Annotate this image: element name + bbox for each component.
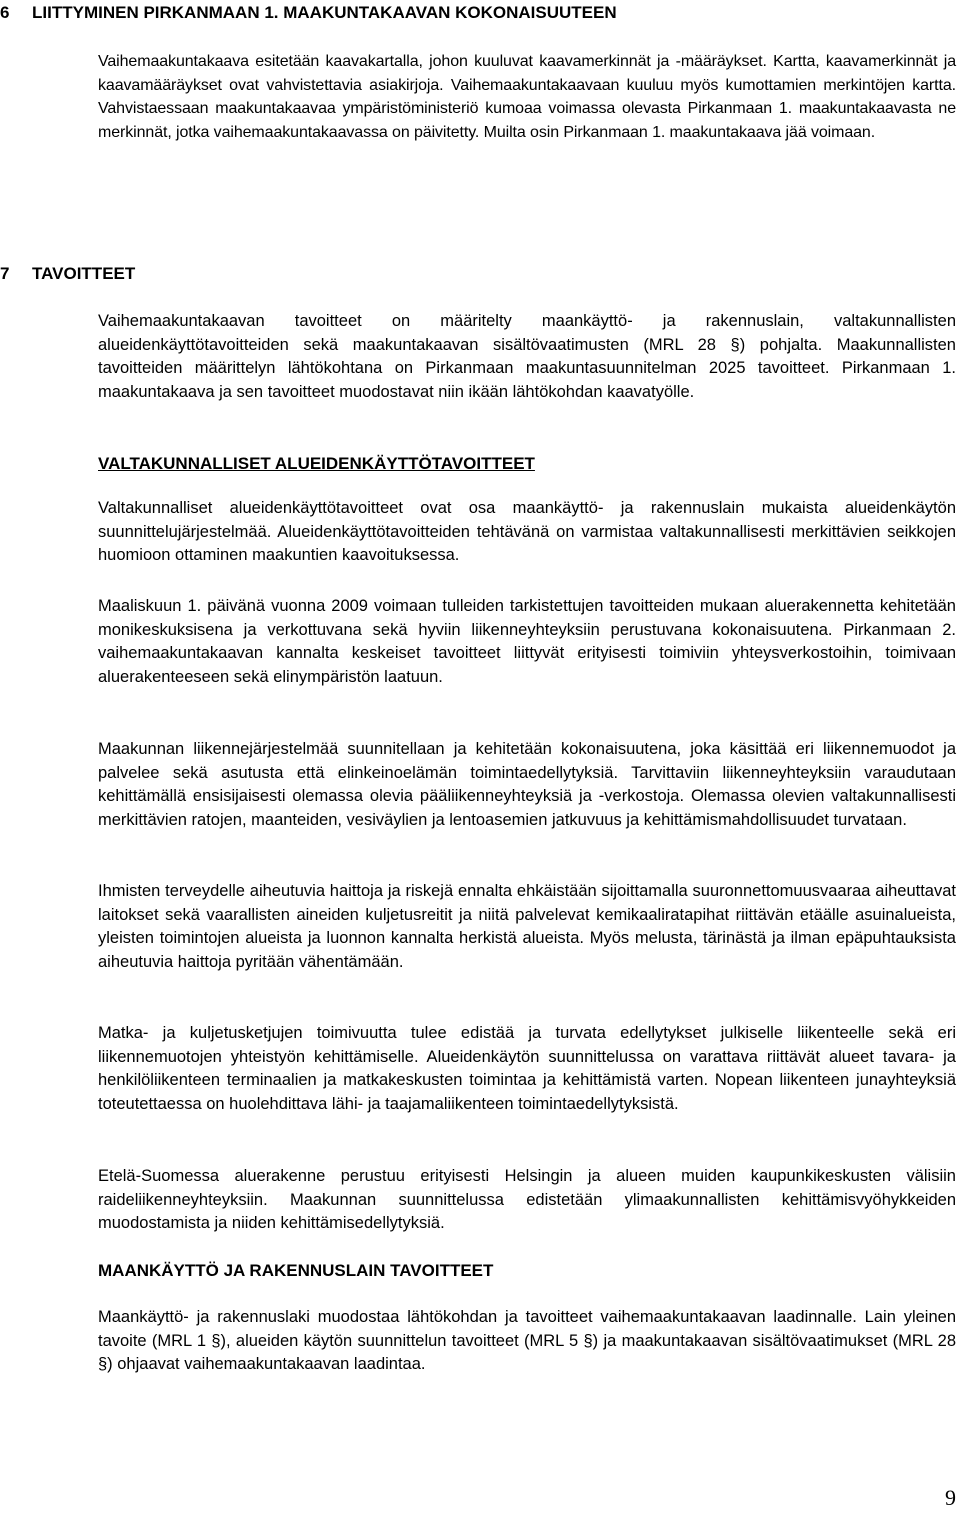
valtakunnalliset-paragraph-4: Ihmisten terveydelle aiheutuvia haittoja ja riskejä ennalta ehkäistään sijoittamalla suuronnettomuusvaaraa aiheuttavat laitokset sekä vaarallisten aineiden kuljetusreitit ja niitä palvelevat kemikaaliratapihat riittävän etäälle asuinalueista, yleisten toimintojen alueista ja luonnon kannalta herkistä alueista. Myös melusta, tärinästä ja ilman epäpuhtauksista aiheutuvia haittoja pyritään vähentämään. [98,882,956,971]
valtakunnalliset-paragraph-3: Maakunnan liikennejärjestelmää suunnitellaan ja kehitetään kokonaisuutena, joka käsittää eri liikennemuodot ja palvelee sekä asutusta että elinkeinoelämän toimintaedellytyksiä. Tarvittaviin liikenneyhteyksiin varaudutaan kehittämällä ensisijaisesti olemassa olevia pääliikenneyhteyksiä ja -verkostoja. Olemassa olevien valtakunnallisesti merkittävien ratojen, maanteiden, vesiväylien ja lentoasemien jatkuvuus ja kehittämismahdollisuudet turvataan. [98,740,956,829]
section-title: LIITTYMINEN PIRKANMAAN 1. MAAKUNTAKAAVAN KOKONAISUUTEEN [32,3,617,22]
section-number: 6 [0,3,10,22]
section-6-heading [0,3,617,23]
section-6-paragraph: Vaihemaakuntakaava esitetään kaavakartalla, johon kuuluvat kaavamerkinnät ja -määräykset. Kartta, kaavamerkinnät ja kaavamääräykset ovat vahvistettavia asiakirjoja. Vaihemaakuntakaavaan kuuluu myös kumottamien merkintöjen kartta. Vahvistaessaan maakuntakaavaa ympäristöministeriö kumoaa voimassa olevasta Pirkanmaan 1. maakuntakaavasta ne merkinnät, jotka vaihemaakuntakaavassa on päivitetty. Muilta osin Pirkanmaan 1. maakuntakaava jää voimaan. [98,53,956,141]
section-number: 7 [0,264,10,283]
valtakunnalliset-heading: VALTAKUNNALLISET ALUEIDENKÄYTTÖTAVOITTEET [98,454,535,473]
valtakunnalliset-paragraph-5: Matka- ja kuljetusketjujen toimivuutta tulee edistää ja turvata edellytykset julkiselle liikenteelle sekä eri liikennemuotojen yhteistyön kehittämiselle. Alueidenkäytön suunnittelussa on varattava riittävät alueet tavara- ja henkilöliikenteen terminaalien ja matkakeskusten toimintaa ja kehittämistä varten. Nopean liikenteen junayhteyksiä toteutettaessa on huolehdittava lähi- ja taajamaliikenteen toimintaedellytyksistä. [98,1024,956,1113]
mrl-paragraph: Maankäyttö- ja rakennuslaki muodostaa lähtökohdan ja tavoitteet vaihemaakuntakaavan laadinnalle. Lain yleinen tavoite (MRL 1 §), alueiden käytön suunnittelun tavoitteet (MRL 5 §) ja maakuntakaavan sisältövaatimukset (MRL 28 §) ohjaavat vaihemaakuntakaavan laadintaa. [98,1308,956,1373]
section-7-paragraph: Vaihemaakuntakaavan tavoitteet on määritelty maankäyttö- ja rakennuslain, valtakunnallisten alueidenkäyttötavoitteiden sekä maakuntakaavan sisältövaatimusten (MRL 28 §) pohjalta. Maakunnallisten tavoitteiden määrittelyn lähtökohtana on Pirkanmaan maakuntasuunnitelman 2025 tavoitteet. Pirkanmaan 1. maakuntakaava ja sen tavoitteet muodostavat niin ikään lähtökohdan kaavatyölle. [98,312,956,401]
valtakunnalliset-paragraph-6: Etelä-Suomessa aluerakenne perustuu erityisesti Helsingin ja alueen muiden kaupunkikeskusten välisiin raideliikenneyhteyksiin. Maakunnan suunnittelussa edistetään ylimaakunnallisten kehittämisvyöhykkeiden muodostamista ja niiden kehittämisedellytyksiä. [98,1167,956,1232]
valtakunnalliset-paragraph-2: Maaliskuun 1. päivänä vuonna 2009 voimaan tulleiden tarkistettujen tavoitteiden mukaan aluerakennetta kehitetään monikeskuksisena ja verkottuvana sekä hyviin liikenneyhteyksiin perustuvana kokonaisuutena. Pirkanmaan 2. vaihemaakuntakaavan kannalta keskeiset tavoitteet liittyvät erityisesti toimiviin yhteysverkostoihin, toimivaan aluerakenteeseen sekä elinympäristön laatuun. [98,597,956,686]
mrl-heading: MAANKÄYTTÖ JA RAKENNUSLAIN TAVOITTEET [98,1261,494,1280]
valtakunnalliset-paragraph-1: Valtakunnalliset alueidenkäyttötavoitteet ovat osa maankäyttö- ja rakennuslain mukaista alueidenkäytön suunnittelujärjestelmää. Alueidenkäyttötavoitteiden tehtävänä on varmistaa valtakunnallisesti merkittävien seikkojen huomioon ottaminen maakuntien kaavoituksessa. [98,499,956,564]
section-7-heading [0,264,135,284]
page-number: 9 [945,1485,956,1510]
section-title: TAVOITTEET [32,264,136,283]
